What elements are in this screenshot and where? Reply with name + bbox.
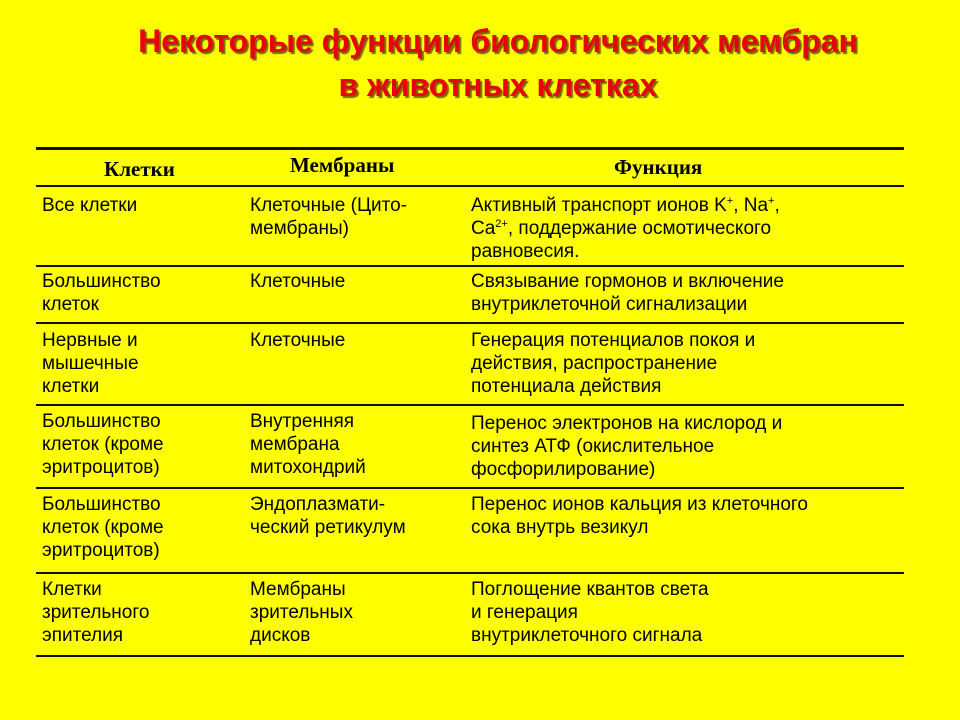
table-bottom-rule [36, 655, 904, 657]
cell-membranes: Эндоплазмати- ческий ретикулум [250, 494, 406, 538]
header-membranes: Мембраны [290, 153, 395, 177]
function-text: , Na [733, 195, 769, 216]
header-cells: Клетки [104, 157, 175, 181]
ion-charge: + [768, 195, 775, 207]
cell-membranes: Внутренняя мембрана митохондрий [250, 411, 366, 478]
cell-membranes: Клеточные (Цито- мембраны) [250, 195, 408, 239]
ion-charge: 2+ [495, 218, 508, 230]
cell-cells: Большинство клеток (кроме эритроцитов) [42, 494, 164, 561]
cell-function: Перенос ионов кальция из клеточного сока внутрь везикул [471, 494, 808, 538]
table-top-rule [36, 147, 904, 150]
cell-function: Генерация потенциалов покоя и действия, распространение потенциала действия [471, 330, 756, 397]
ion-charge: + [726, 195, 734, 207]
cell-cells: Клетки зрительного эпителия [42, 579, 150, 646]
cell-cells: Нервные и мышечные клетки [42, 330, 139, 397]
header-bottom-rule [36, 185, 904, 187]
title-line-1: Некоторые функции биологических мембран [138, 23, 858, 59]
cell-membranes: Клеточные [250, 271, 346, 292]
header-function: Функция [614, 155, 703, 179]
cell-function: Связывание гормонов и включение внутриклеточной сигнализации [471, 271, 784, 315]
cell-cells: Большинство клеток [42, 271, 161, 315]
cell-membranes: Мембраны зрительных дисков [250, 579, 353, 646]
cell-function: Перенос электронов на кислород и синтез АТФ (окислительное фосфорилирование) [471, 413, 783, 480]
cell-function: Поглощение квантов света и генерация внутриклеточного сигнала [471, 579, 709, 646]
cell-cells: Все клетки [42, 195, 138, 216]
function-text: , поддержание осмотического равновесия. [471, 218, 772, 262]
row-divider [36, 487, 904, 489]
row-divider [36, 265, 904, 267]
row-divider [36, 572, 904, 574]
function-text: , Ca [471, 195, 780, 239]
function-text: Активный транспорт ионов K [471, 195, 727, 216]
cell-cells: Большинство клеток (кроме эритроцитов) [42, 411, 164, 478]
row-divider [36, 322, 904, 324]
title-line-2: в животных клетках [338, 67, 658, 103]
cell-membranes: Клеточные [250, 330, 346, 351]
cell-function [471, 194, 903, 263]
row-divider [36, 404, 904, 406]
